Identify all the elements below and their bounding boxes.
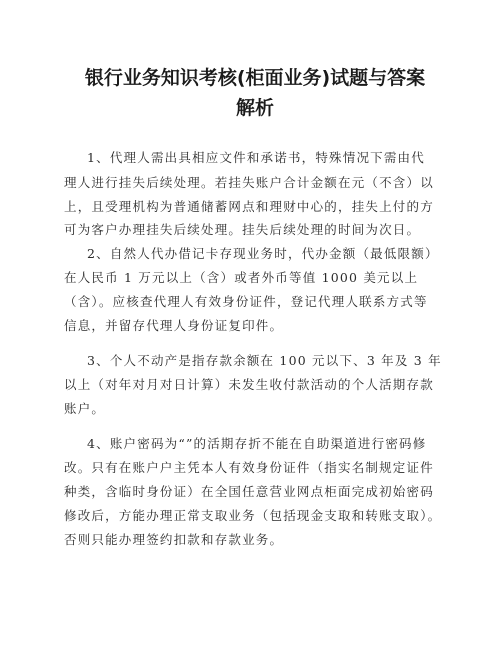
- document-title-line-1: 银行业务知识考核(柜面业务)试题与答案: [84, 67, 426, 89]
- paragraph-2-line-3: （含）。应核查代理人有效身份证件，登记代理人联系方式等: [64, 294, 428, 309]
- paragraph-3-line-2: 以上（对年对月对日计算）未发生收付款活动的个人活期存款: [64, 377, 434, 392]
- paragraph-4-line-5: 否则只能办理签约扣款和存款业务。: [64, 532, 284, 547]
- paragraph-1-line-2: 理人进行挂失后续处理。若挂失账户合计金额在元（不含）以: [64, 175, 434, 190]
- paragraph-1-line-4: 可为客户办理挂失后续处理。挂失后续处理的时间为次日。: [64, 222, 421, 237]
- paragraph-1-line-1: 1、代理人需出具相应文件和承诺书，特殊情况下需由代: [87, 150, 425, 165]
- paragraph-4-line-4: 修改后，方能办理正常支取业务（包括现金支取和转账支取）。: [64, 508, 442, 523]
- paragraph-3-line-3: 账户。: [64, 401, 106, 416]
- paragraph-2-line-2: 在人民币 1 万元以上（含）或者外币等值 1000 美元以上: [64, 270, 419, 285]
- paragraph-1-line-3: 上，且受理机构为普通储蓄网点和理财中心的，挂失上付的方: [64, 199, 434, 214]
- paragraph-3-line-1: 3、个人不动产是指存款余额在 100 元以下、3 年及 3 年: [87, 353, 442, 368]
- paragraph-4-line-2: 改。只有在账户户主凭本人有效身份证件（指实名制规定证件: [64, 460, 434, 475]
- paragraph-4-line-3: 种类，含临时身份证）在全国任意营业网点柜面完成初始密码: [64, 484, 434, 499]
- paragraph-4-line-1: 4、账户密码为“”的活期存折不能在自助渠道进行密码修: [87, 436, 427, 451]
- document-title-line-2: 解析: [235, 97, 274, 119]
- paragraph-2-line-4: 信息，并留存代理人身份证复印件。: [64, 318, 284, 333]
- paragraph-2-line-1: 2、自然人代办借记卡存现业务时，代办金额（最低限额）: [87, 246, 439, 261]
